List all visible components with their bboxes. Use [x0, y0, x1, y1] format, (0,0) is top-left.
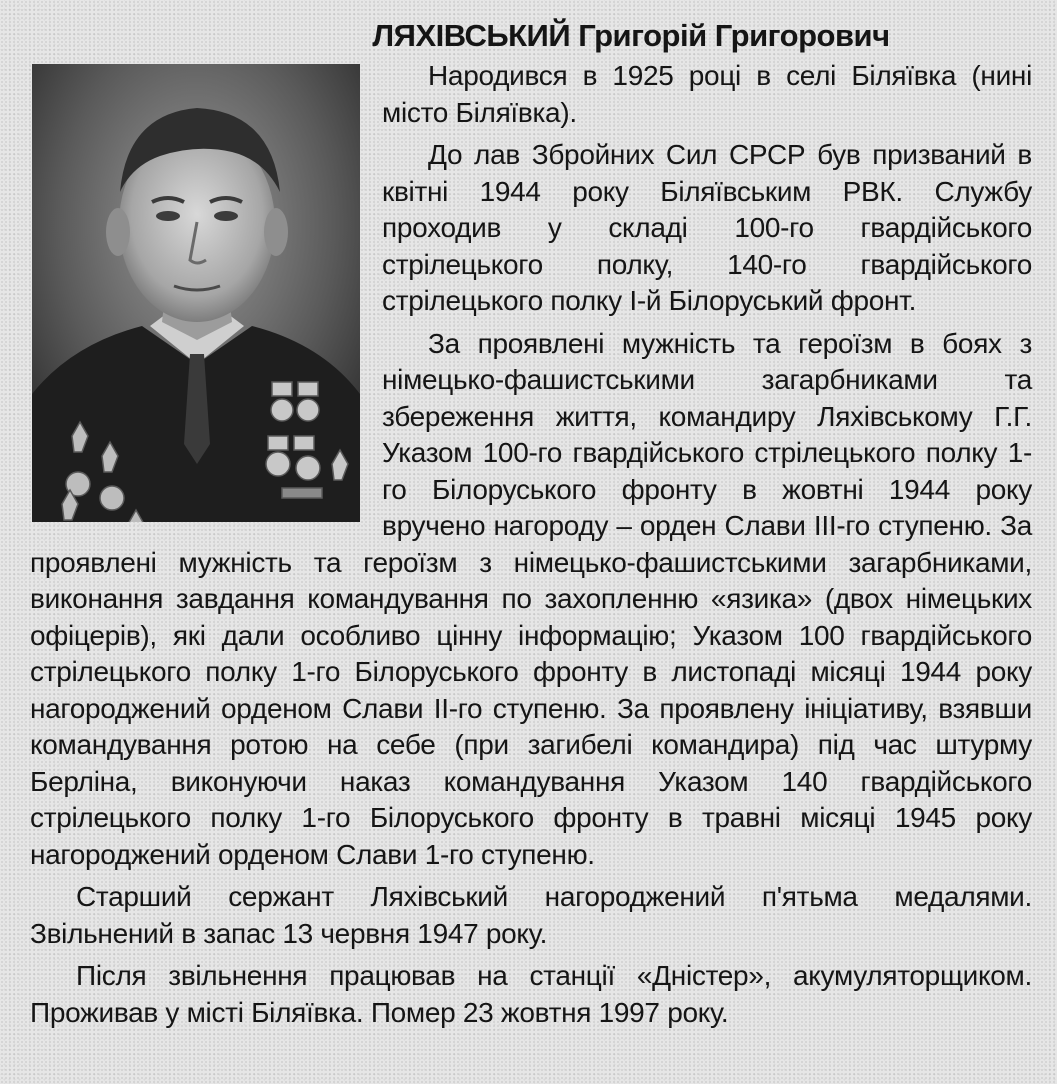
- paragraph-medals: Старший сержант Ляхівський нагороджений п'ятьма медалями. Звільнений в запас 13 червня 1947 року.: [30, 881, 1032, 949]
- paragraph-service: До лав Збройних Сил СРСР був призваний в квітні 1944 року Біляївським РВК. Службу проходив у складі 100-го гвардійського стрілецького полку, 140-го гвардійського стрілецького полку І-й Білоруський фронт.: [382, 139, 1032, 316]
- paragraph-awards: За проявлені мужність та героїзм в боях з німецько-фашистськими загарбниками та збереження життя, командиру Ляхівському Г.Г. Указом 100-го гвардійського стрілецького полку 1-го Білоруського фронту в жовтні 1944 року вручено нагороду – орден Слави III-го ступеню. За проявлені мужність та героїзм з німецько-фашистськими загарбниками, виконання завдання командування по захопленню «язика» (двох німецьких офіцерів), які дали особливо цінну інформацію; Указом 100 гвардійського стрілецького полку 1-го Білоруського фронту в листопаді місяці 1944 року нагороджений орденом Слави II-го ступеню. За проявлену ініціативу, взявши командування ротою на себе (при загибелі командира) під час штурму Берліна, виконуючи наказ командування Указом 140 гвардійського стрілецького полку 1-го Білоруського фронту в травні місяці 1945 року нагороджений орденом Слави 1-го ступеню.: [30, 327, 1032, 870]
- paragraph-birth: Народився в 1925 році в селі Біляївка (нині місто Біляївка).: [382, 60, 1032, 128]
- article-title: ЛЯХІВСЬКИЙ Григорій Григорович: [372, 18, 890, 53]
- paragraph-later-life: Після звільнення працював на станції «Дністер», акумуляторщиком. Проживав у місті Біляївка. Помер 23 жовтня 1997 року.: [30, 960, 1032, 1028]
- portrait-photo: [32, 64, 360, 522]
- article: [30, 20, 1032, 1031]
